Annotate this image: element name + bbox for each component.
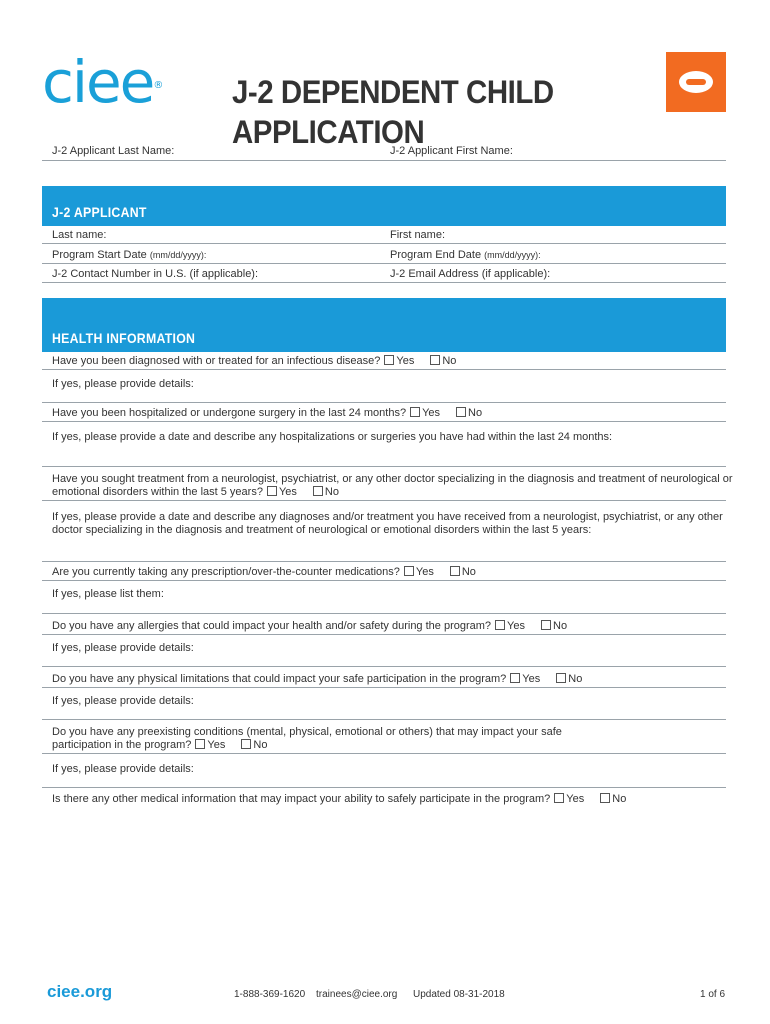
divider	[42, 402, 726, 403]
no-label: No	[442, 355, 457, 367]
no-checkbox[interactable]	[430, 355, 440, 365]
divider	[42, 613, 726, 614]
end-date-text: Program End Date	[390, 249, 482, 261]
question-physical-limitations	[52, 672, 582, 686]
page-title: J-2 DEPENDENT CHILD APPLICATION	[232, 74, 554, 150]
email-address-label: J-2 Email Address (if applicable):	[390, 268, 551, 280]
contact-number-label: J-2 Contact Number in U.S. (if applicable):	[52, 268, 259, 280]
applicant-last-name-label: J-2 Applicant Last Name:	[52, 145, 175, 157]
divider	[42, 282, 726, 283]
question-text: participation in the program?	[52, 739, 192, 751]
question-other-medical-info	[52, 792, 626, 806]
footer-site-link[interactable]: ciee.org	[47, 982, 113, 1001]
divider	[42, 466, 726, 467]
divider	[42, 421, 726, 422]
divider	[42, 561, 726, 562]
no-label: No	[568, 673, 583, 685]
divider	[42, 580, 726, 581]
question-text: emotional disorders within the last 5 years?	[52, 486, 263, 498]
question-medications	[52, 565, 476, 579]
question-text: Do you have any allergies that could impact your health and/or safety during the program?	[52, 620, 492, 632]
yes-label: Yes	[566, 793, 585, 805]
last-name-label: Last name:	[52, 229, 107, 241]
question-text: Have you been diagnosed with or treated for an infectious disease?	[52, 355, 381, 367]
divider	[42, 666, 726, 667]
registered-mark: ®	[153, 80, 162, 91]
section-header-health	[42, 298, 726, 352]
start-date-format: (mm/dd/yyyy):	[149, 250, 207, 260]
yes-label: Yes	[522, 673, 541, 685]
question-preexisting-line1: Do you have any preexisting conditions (mental, physical, emotional or others) that may impact your safe	[52, 726, 562, 738]
no-label: No	[612, 793, 627, 805]
question-allergies	[52, 619, 567, 633]
section-header-applicant	[42, 186, 726, 226]
end-date-format: (mm/dd/yyyy):	[484, 250, 541, 260]
yes-label: Yes	[422, 407, 441, 419]
first-name-label: First name:	[390, 229, 446, 241]
no-checkbox[interactable]	[556, 673, 566, 683]
details-prompt: If yes, please provide details:	[52, 695, 194, 707]
question-text: Are you currently taking any prescription/over-the-counter medications?	[52, 566, 400, 578]
question-text: Do you have any physical limitations that could impact your safe participation in the program?	[52, 673, 507, 685]
program-end-date-label	[390, 248, 541, 262]
yes-checkbox[interactable]	[404, 566, 414, 576]
no-checkbox[interactable]	[541, 620, 551, 630]
divider	[42, 787, 726, 788]
details-prompt: If yes, please list them:	[52, 588, 164, 600]
yes-label: Yes	[207, 739, 226, 751]
no-checkbox[interactable]	[241, 739, 251, 749]
no-label: No	[324, 486, 339, 498]
details-prompt-line2: doctor specializing in the diagnosis and treatment of neurological or emotional disorders within the last 5 years:	[52, 524, 592, 536]
details-prompt-line1: If yes, please provide a date and describe any diagnoses and/or treatment you have received from a neurologist, psychiatrist, or any other	[52, 511, 723, 523]
start-date-text: Program Start Date	[52, 249, 147, 261]
divider	[42, 753, 726, 754]
yes-label: Yes	[278, 486, 297, 498]
divider	[42, 687, 726, 688]
badge-slot	[686, 79, 706, 85]
yes-label: Yes	[396, 355, 415, 367]
yes-checkbox[interactable]	[510, 673, 520, 683]
divider	[42, 243, 726, 244]
section-title-applicant: J-2 APPLICANT	[52, 204, 147, 220]
yes-checkbox[interactable]	[384, 355, 394, 365]
footer-email[interactable]: trainees@ciee.org	[316, 989, 398, 1000]
exchange-badge-icon	[666, 52, 726, 112]
no-label: No	[253, 739, 268, 751]
no-checkbox[interactable]	[600, 793, 610, 803]
question-text: Have you been hospitalized or undergone surgery in the last 24 months?	[52, 407, 407, 419]
yes-label: Yes	[507, 620, 525, 632]
no-label: No	[461, 566, 476, 578]
question-preexisting-line2	[52, 738, 267, 752]
section-title-health: HEALTH INFORMATION	[52, 330, 196, 346]
applicant-first-name-label: J-2 Applicant First Name:	[390, 145, 513, 157]
yes-checkbox[interactable]	[267, 486, 277, 496]
question-text: Is there any other medical information that may impact your ability to safely participate in the program?	[52, 793, 551, 805]
yes-checkbox[interactable]	[410, 407, 420, 417]
logo-text: ciee	[42, 48, 154, 116]
yes-checkbox[interactable]	[554, 793, 564, 803]
details-prompt: If yes, please provide details:	[52, 642, 194, 654]
program-start-date-label	[52, 248, 206, 262]
question-neurologist-line2	[52, 485, 339, 499]
no-checkbox[interactable]	[450, 566, 460, 576]
divider	[42, 263, 726, 264]
page-number: 1 of 6	[700, 989, 726, 1000]
footer-updated: Updated 08-31-2018	[413, 989, 505, 1000]
question-neurologist-line1: Have you sought treatment from a neurologist, psychiatrist, or any other doctor specializing in the diagnosis and treatment of neurological or	[52, 473, 733, 485]
divider	[42, 634, 726, 635]
divider	[42, 719, 726, 720]
question-hospitalized	[52, 406, 482, 420]
details-prompt: If yes, please provide details:	[52, 378, 194, 390]
no-checkbox[interactable]	[313, 486, 323, 496]
footer-phone: 1-888-369-1620	[234, 989, 306, 1000]
divider	[42, 369, 726, 370]
yes-checkbox[interactable]	[495, 620, 505, 630]
no-label: No	[468, 407, 483, 419]
divider	[42, 160, 726, 161]
details-prompt: If yes, please provide details:	[52, 763, 194, 775]
no-checkbox[interactable]	[456, 407, 466, 417]
details-prompt: If yes, please provide a date and describe any hospitalizations or surgeries you have had within the last 24 months:	[52, 431, 613, 443]
divider	[42, 500, 726, 501]
no-label: No	[553, 620, 568, 632]
yes-checkbox[interactable]	[195, 739, 205, 749]
ciee-logo	[42, 48, 162, 116]
yes-label: Yes	[415, 566, 434, 578]
question-infectious-disease	[52, 354, 456, 368]
